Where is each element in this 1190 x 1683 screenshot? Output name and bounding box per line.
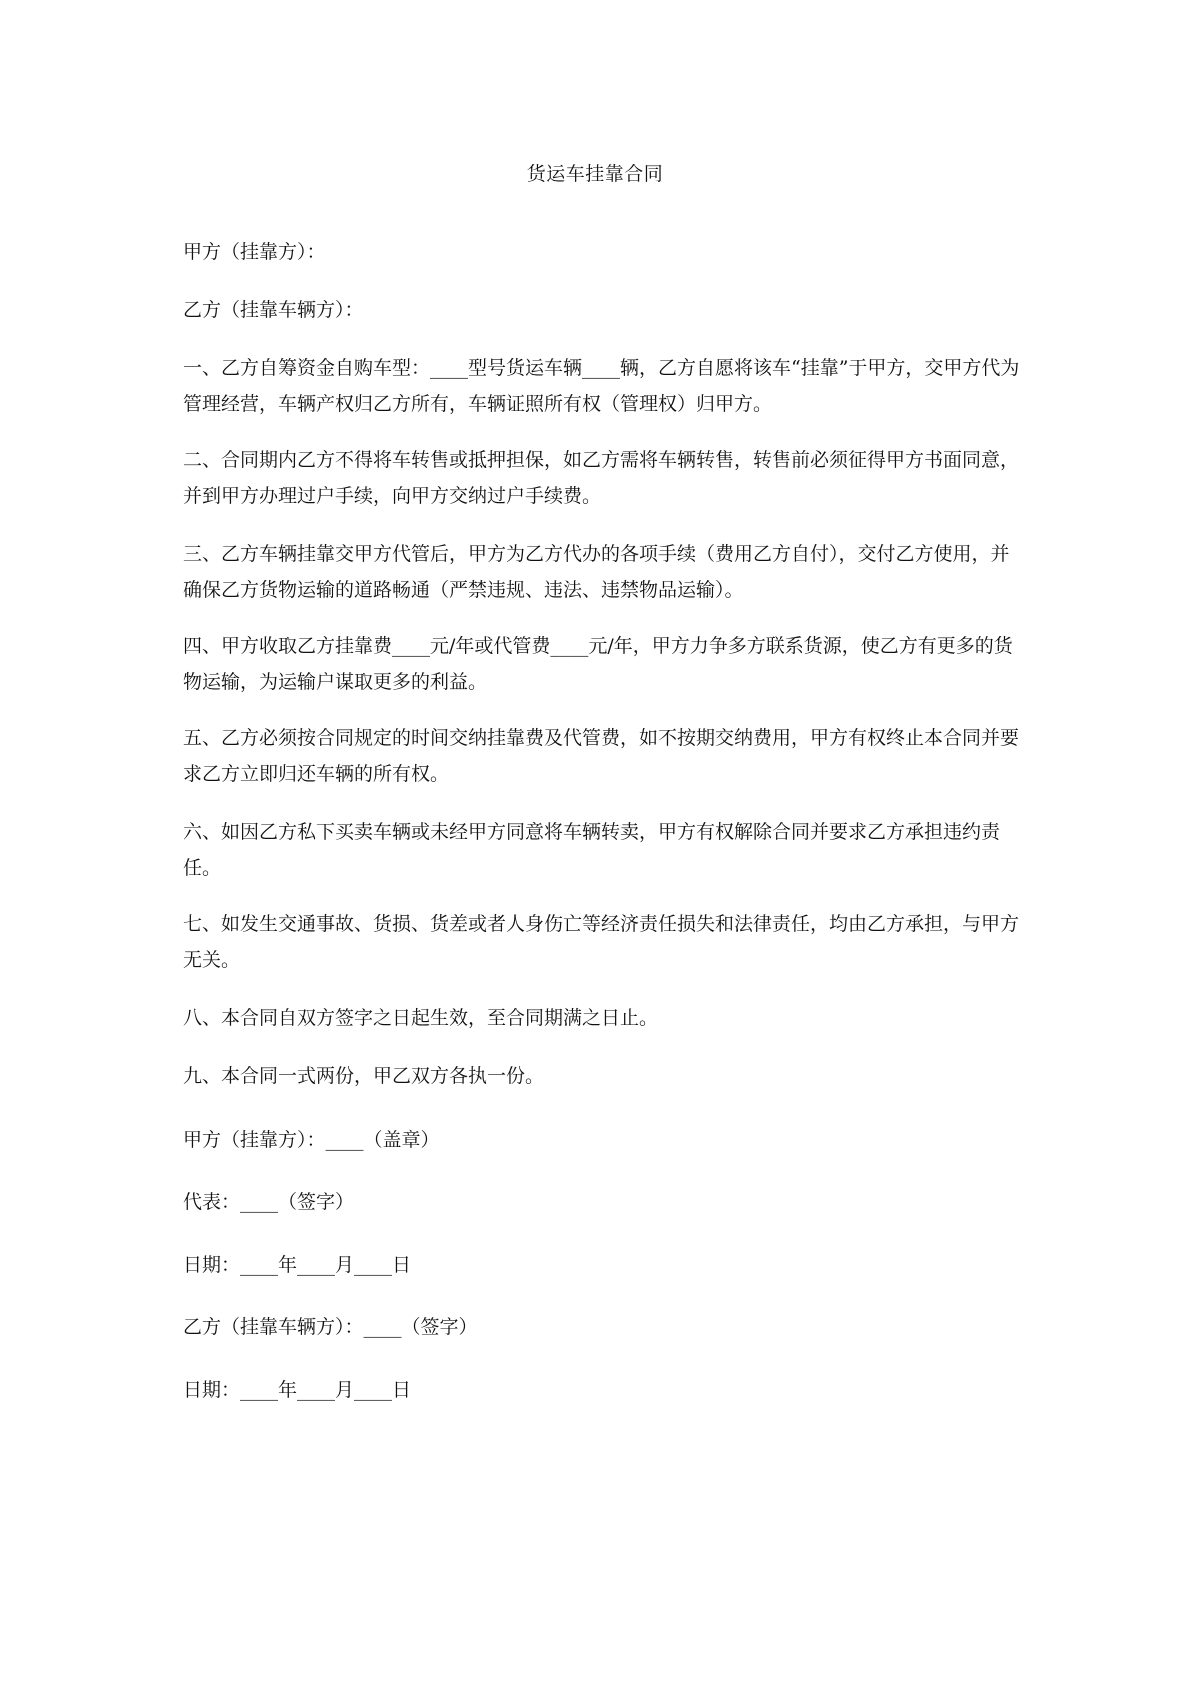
clause-5: 五、乙方必须按合同规定的时间交纳挂靠费及代管费，如不按期交纳费用，甲方有权终止本合同并要求乙方立即归还车辆的所有权。 — [183, 727, 1020, 785]
signature-party-a: 甲方（挂靠方）：____（盖章） — [183, 1129, 440, 1151]
signature-date-b: 日期：____年____月____日 — [183, 1379, 412, 1401]
document-title: 货运车挂靠合同 — [526, 163, 664, 185]
signature-date-a: 日期：____年____月____日 — [183, 1254, 412, 1276]
clause-1: 一、乙方自筹资金自购车型：____型号货运车辆____辆，乙方自愿将该车“挂靠”于甲方，交甲方代为管理经营，车辆产权归乙方所有，车辆证照所有权（管理权）归甲方。 — [183, 357, 1020, 415]
signature-representative: 代表：____（签字） — [183, 1191, 355, 1213]
clause-9: 九、本合同一式两份，甲乙双方各执一份。 — [183, 1065, 545, 1087]
clause-7: 七、如发生交通事故、货损、货差或者人身伤亡等经济责任损失和法律责任，均由乙方承担，与甲方无关。 — [183, 913, 1020, 971]
party-b-label: 乙方（挂靠车辆方）： — [183, 299, 364, 321]
clause-8: 八、本合同自双方签字之日起生效，至合同期满之日止。 — [183, 1007, 659, 1029]
party-a-label: 甲方（挂靠方）： — [183, 241, 326, 263]
clause-3: 三、乙方车辆挂靠交甲方代管后，甲方为乙方代办的各项手续（费用乙方自付），交付乙方使用，并确保乙方货物运输的道路畅通（严禁违规、违法、违禁物品运输）。 — [183, 543, 1010, 601]
clause-4: 四、甲方收取乙方挂靠费____元/年或代管费____元/年，甲方力争多方联系货源，使乙方有更多的货物运输，为运输户谋取更多的利益。 — [183, 635, 1013, 693]
signature-party-b: 乙方（挂靠车辆方）：____（签字） — [183, 1316, 478, 1338]
clause-6: 六、如因乙方私下买卖车辆或未经甲方同意将车辆转卖，甲方有权解除合同并要求乙方承担违约责任。 — [183, 821, 1001, 879]
clause-2: 二、合同期内乙方不得将车转售或抵押担保，如乙方需将车辆转售，转售前必须征得甲方书面同意，并到甲方办理过户手续，向甲方交纳过户手续费。 — [183, 449, 1020, 507]
